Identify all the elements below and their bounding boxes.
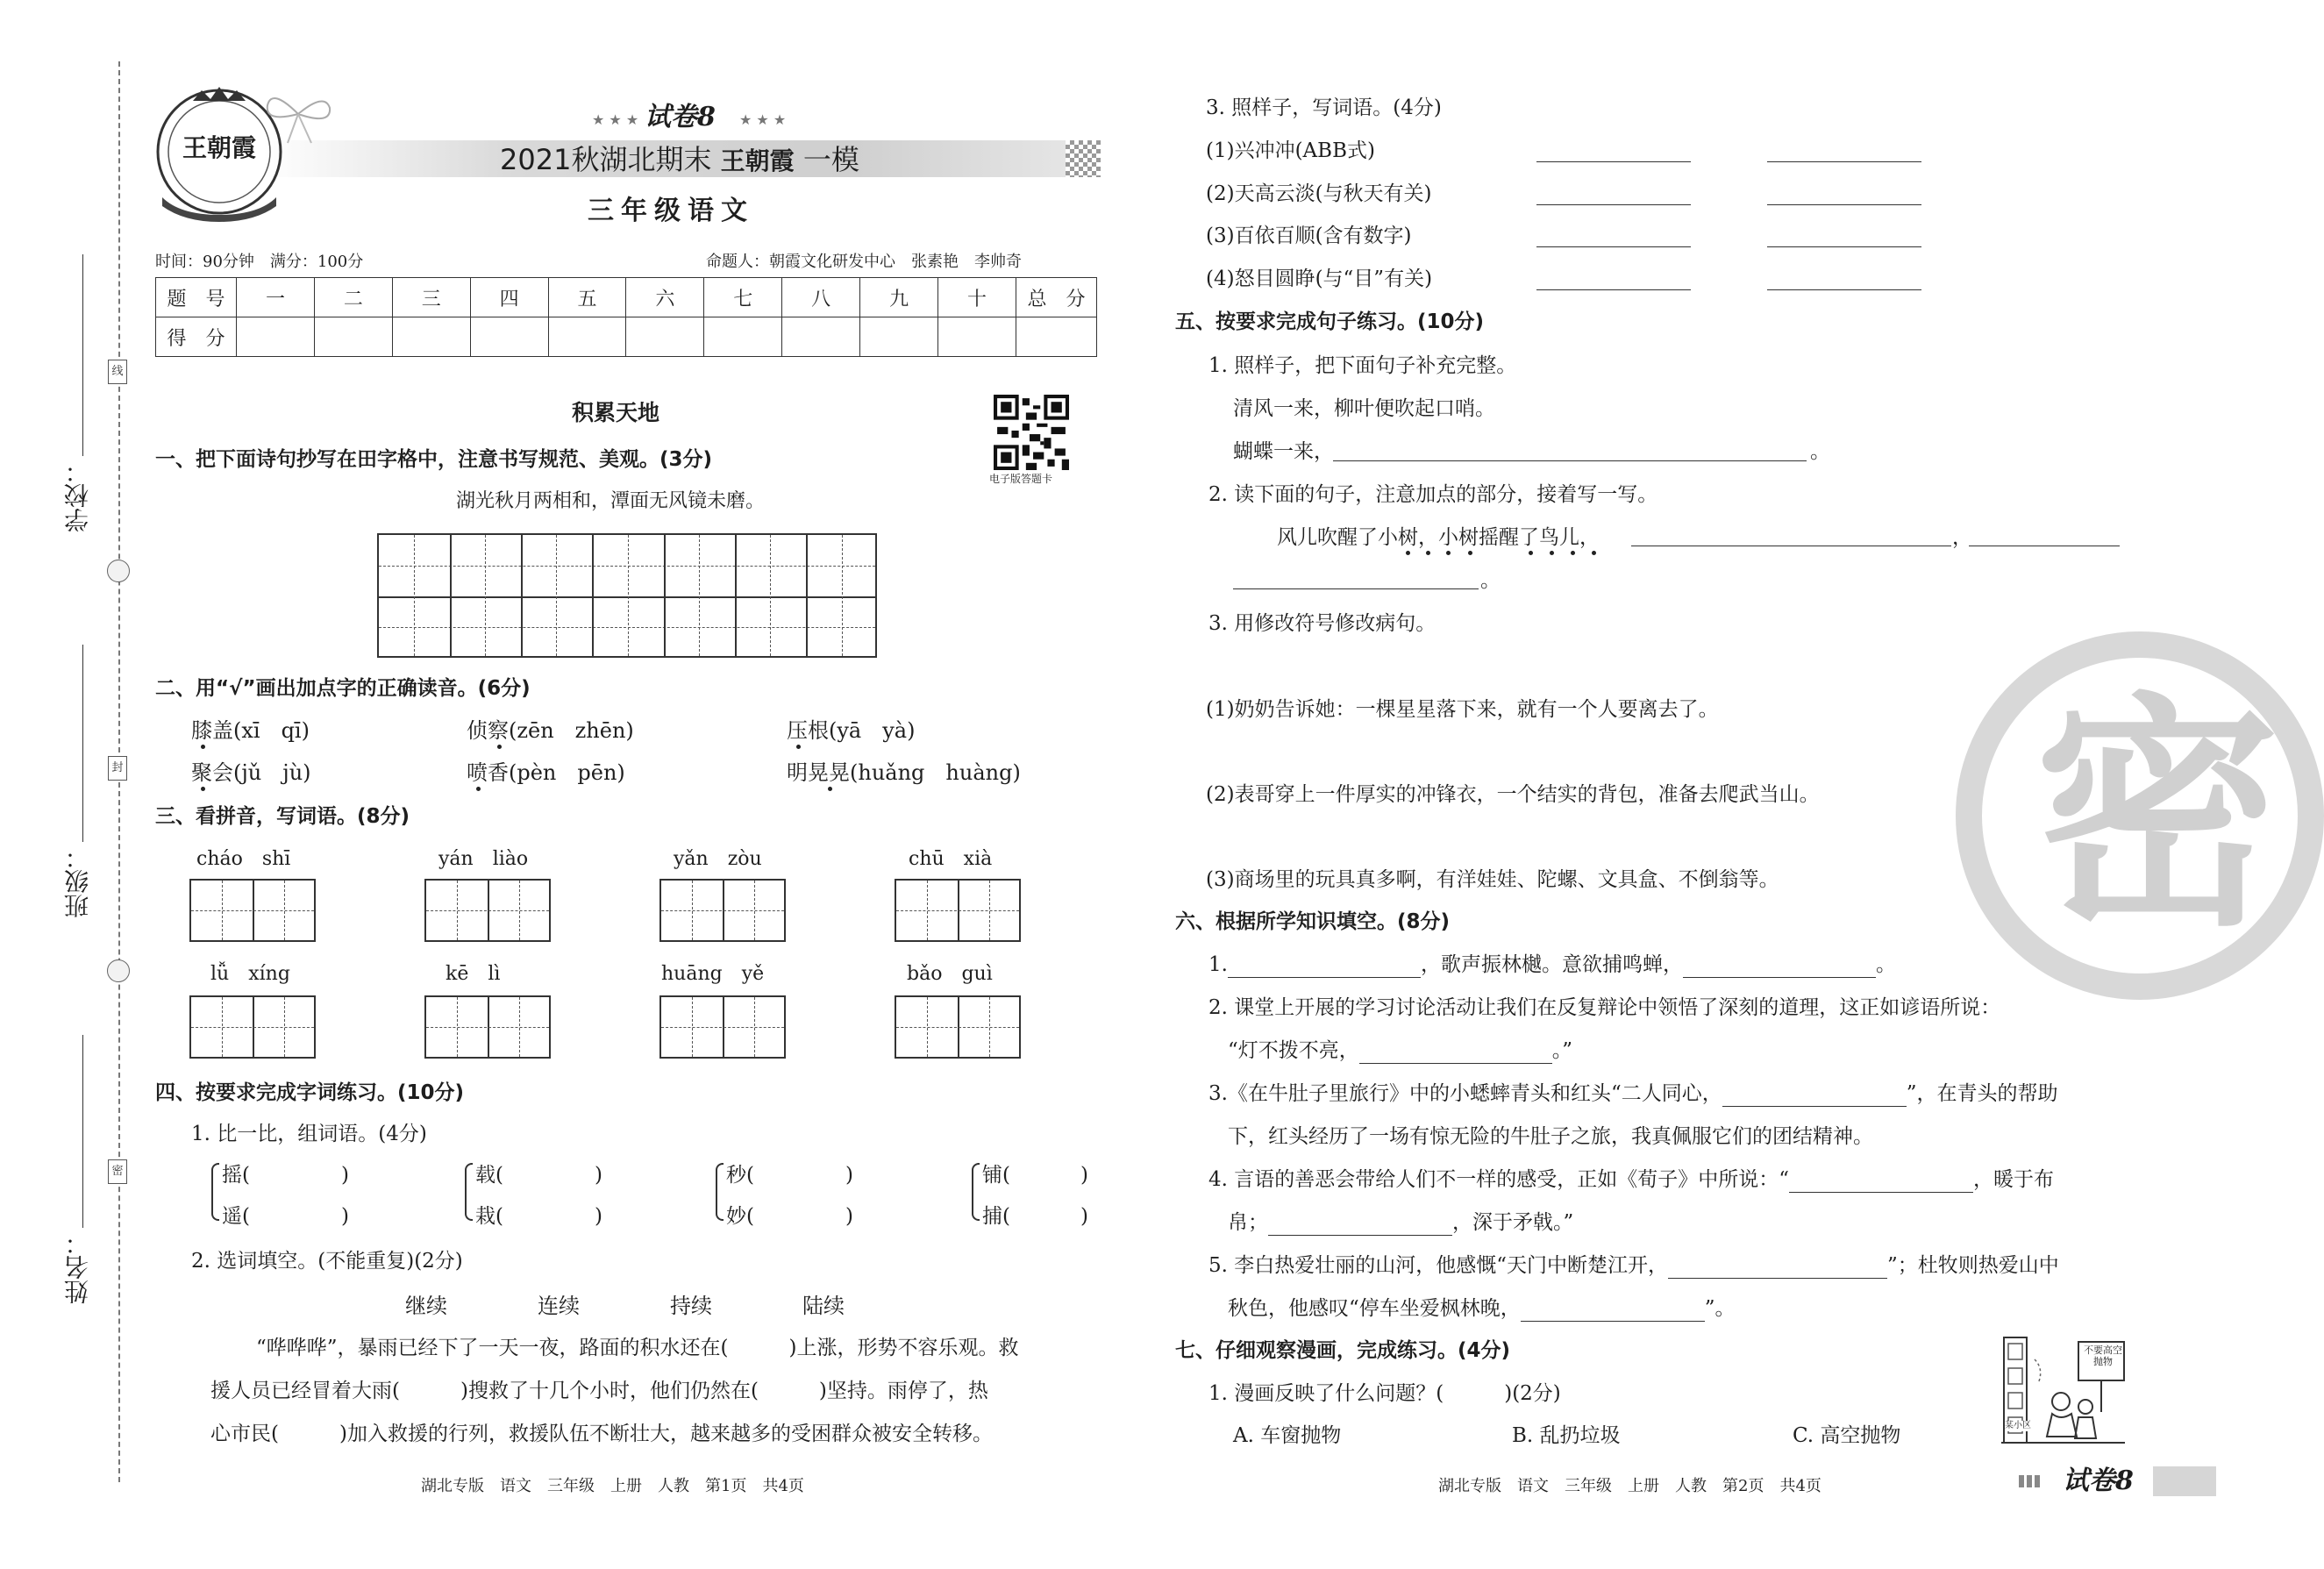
q7-option-a[interactable]: A. 车窗抛物 xyxy=(1233,1424,1342,1447)
q4-pair-4b[interactable]: 捕( ) xyxy=(982,1205,1088,1228)
q4-3-item-1: (1)兴冲冲(ABB式) xyxy=(1206,139,1375,162)
q7-1-title[interactable]: 1. 漫画反映了什么问题？( )(2分) xyxy=(1208,1382,1561,1405)
exam-title-prefix: 2021秋湖北期末 xyxy=(500,143,712,176)
q4-pair-2a[interactable]: 载( ) xyxy=(475,1164,602,1187)
q4-2-line-3[interactable]: 心市民( )加入救援的行列，救援队伍不断壮大，越来越多的受困群众被安全转移。 xyxy=(210,1423,993,1445)
q6-2-blank[interactable] xyxy=(1359,1041,1552,1064)
q7-option-b[interactable]: B. 乱扔垃圾 xyxy=(1512,1424,1621,1447)
q3-grid-7[interactable] xyxy=(659,995,786,1059)
score-cell-9: 九 xyxy=(860,278,938,317)
score-input-1[interactable] xyxy=(237,317,315,357)
q3-grid-5[interactable] xyxy=(189,995,316,1059)
q4-2-word-3: 持续 xyxy=(670,1294,712,1318)
q7-option-c[interactable]: C. 高空抛物 xyxy=(1793,1424,1901,1447)
cartoon-sign-text: 不要高空抛物 xyxy=(2084,1344,2122,1367)
q4-3-answer-2a[interactable] xyxy=(1536,204,1691,205)
q3-pinyin-3: yǎn zòu xyxy=(674,848,762,870)
q6-4-blank-b[interactable] xyxy=(1268,1213,1452,1236)
school-fill-line xyxy=(82,254,83,456)
q5-2-emphasis-dot xyxy=(1550,551,1554,555)
q6-4-blank-a[interactable] xyxy=(1789,1170,1973,1193)
q6-title: 六、根据所学知识填空。(8分) xyxy=(1175,910,1451,933)
q6-4-line-2[interactable]: 帛； ，深于矛戟。” xyxy=(1228,1211,1574,1234)
time-score: 时间：90分钟 满分：100分 xyxy=(155,253,364,271)
q5-3-item-3[interactable]: (3)商场里的玩具真多啊，有洋娃娃、陀螺、文具盒、不倒翁等。 xyxy=(1206,868,1779,891)
ribbon-bow-icon xyxy=(263,83,333,145)
subject-title: 三年级语文 xyxy=(588,196,754,226)
q2-emphasis-dot xyxy=(828,787,832,791)
q5-3-item-2[interactable]: (2)表哥穿上一件厚实的冲锋衣，一个结实的背包，准备去爬武当山。 xyxy=(1206,783,1820,806)
right-tag-squares xyxy=(2019,1475,2040,1487)
score-cell-10: 十 xyxy=(938,278,1016,317)
right-footer: 湖北专版 语文 三年级 上册 人教 第2页 共4页 xyxy=(1438,1477,1821,1495)
q4-3-answer-4b[interactable] xyxy=(1767,289,1921,290)
class-fill-line xyxy=(82,645,83,842)
q4-pair-1a[interactable]: 摇( ) xyxy=(222,1164,349,1187)
qr-code-icon xyxy=(994,395,1069,470)
q3-grid-3[interactable] xyxy=(659,879,786,942)
score-cell-2: 二 xyxy=(314,278,392,317)
score-input-4[interactable] xyxy=(470,317,548,357)
score-table-score-row xyxy=(156,317,1097,357)
score-input-10[interactable] xyxy=(938,317,1016,357)
q4-3-item-3: (3)百依百顺(含有数字) xyxy=(1206,225,1412,247)
q4-brace-2 xyxy=(465,1163,473,1221)
q6-5-blank-a[interactable] xyxy=(1668,1256,1887,1279)
q4-pair-4a[interactable]: 铺( ) xyxy=(982,1164,1088,1187)
score-cell-7: 七 xyxy=(704,278,782,317)
q4-pair-3b[interactable]: 妙( ) xyxy=(726,1205,853,1228)
q4-3-answer-2b[interactable] xyxy=(1767,204,1921,205)
q4-title: 四、按要求完成字词练习。(10分) xyxy=(155,1081,465,1104)
q5-1-title: 1. 照样子，把下面句子补充完整。 xyxy=(1208,354,1517,377)
q5-2-emphasis-dot xyxy=(1446,551,1451,555)
score-cell-5: 五 xyxy=(548,278,626,317)
class-label: 班级： xyxy=(63,845,92,918)
binding-hole-bottom xyxy=(107,959,130,982)
q2-emphasis-dot xyxy=(201,745,205,749)
brand-logo-text: 王朝霞 xyxy=(182,133,256,162)
section-title: 积累天地 xyxy=(572,400,660,425)
q5-2-emphasis-dot xyxy=(1529,551,1533,555)
q5-3-item-1[interactable]: (1)奶奶告诉她：一棵星星落下来，就有一个人要离去了。 xyxy=(1206,698,1719,721)
q1-writing-grid[interactable] xyxy=(377,533,877,658)
score-cell-8: 八 xyxy=(782,278,860,317)
q3-pinyin-2: yán liào xyxy=(438,848,529,870)
score-row-label: 得 分 xyxy=(156,317,237,357)
right-tag-bar xyxy=(2153,1466,2216,1496)
binding-mark-line: 线 xyxy=(108,360,127,384)
q4-3-answer-1b[interactable] xyxy=(1767,161,1921,162)
q2-emphasis-dot xyxy=(476,787,481,791)
q4-2-line-2[interactable]: 援人员已经冒着大雨( )搜救了十几个小时，他们仍然在( )坚持。雨停了，热 xyxy=(210,1380,988,1402)
q5-2-answer-c[interactable] xyxy=(1233,588,1479,589)
q6-3-line-1[interactable]: 3.《在牛肚子里旅行》中的小蟋蟀青头和红头“二人同心， ”，在青头的帮助 xyxy=(1208,1082,2058,1105)
q5-2-emphasis-dot xyxy=(1592,551,1596,555)
q6-2-line-1: 2. 课堂上开展的学习讨论活动让我们在反复辩论中领悟了深刻的道理，这正如谚语所说： xyxy=(1208,996,2001,1019)
q2-item-1[interactable]: 膝盖(xī qī) xyxy=(191,718,310,743)
q6-4-line-1[interactable]: 4. 言语的善恶会带给人们不一样的感受，正如《荀子》中所说：“ ，暖于布 xyxy=(1208,1168,2055,1191)
q4-1-title: 1. 比一比，组词语。(4分) xyxy=(191,1123,427,1145)
score-input-7[interactable] xyxy=(704,317,782,357)
q6-1[interactable]: 1. ，歌声振林樾。意欲捕鸣蝉， 。 xyxy=(1208,953,1896,976)
score-cell-1: 一 xyxy=(237,278,315,317)
q4-3-title: 3. 照样子，写词语。(4分) xyxy=(1206,96,1442,119)
paper-tag: 试卷8 xyxy=(645,102,716,132)
cartoon-label: 某小区 xyxy=(2005,1421,2031,1430)
q2-item-5[interactable]: 喷香(pèn pēn) xyxy=(467,760,625,785)
q5-3-title: 3. 用修改符号修改病句。 xyxy=(1208,612,1436,635)
q4-brace-3 xyxy=(716,1163,724,1221)
seal-watermark xyxy=(1956,631,2324,1000)
exam-title-brand: 王朝霞 xyxy=(720,146,795,175)
q3-pinyin-6: kē lì xyxy=(446,963,501,985)
q5-2-sentence: 风儿吹醒了小树，小树摇醒了鸟儿， xyxy=(1277,526,1600,549)
q3-grid-1[interactable] xyxy=(189,879,316,942)
q2-emphasis-dot xyxy=(201,787,205,791)
binding-mark-seal: 封 xyxy=(108,756,127,781)
q2-item-6[interactable]: 明晃晃(huǎng huàng) xyxy=(787,760,1021,785)
q3-grid-2[interactable] xyxy=(424,879,551,942)
q2-emphasis-dot xyxy=(497,745,502,749)
score-input-3[interactable] xyxy=(392,317,470,357)
q2-title: 二、用“√”画出加点字的正确读音。(6分) xyxy=(155,677,531,700)
exam-title xyxy=(500,142,859,179)
right-paper-tag: 试卷8 xyxy=(2063,1466,2134,1496)
q4-3-answer-3a[interactable] xyxy=(1536,246,1691,247)
binding-hole-top xyxy=(107,560,130,582)
q4-2-word-4: 陆续 xyxy=(802,1294,845,1318)
q6-3-line-2: 下，红头经历了一场有惊无险的牛肚子之旅，我真佩服它们的团结精神。 xyxy=(1228,1125,1873,1148)
header-ribbon-checker xyxy=(1066,140,1101,177)
score-table xyxy=(155,277,1097,357)
q4-brace-1 xyxy=(211,1163,219,1221)
q7-title: 七、仔细观察漫画，完成练习。(4分) xyxy=(1175,1339,1511,1362)
q5-1-answer[interactable] xyxy=(1333,460,1807,461)
seal-watermark-char: 密 xyxy=(2035,671,2280,959)
q3-grid-4[interactable] xyxy=(895,879,1021,942)
q3-grid-8[interactable] xyxy=(895,995,1021,1059)
q4-3-answer-1a[interactable] xyxy=(1536,161,1691,162)
q3-pinyin-1: cháo shī xyxy=(196,848,291,870)
q4-pair-2b[interactable]: 栽( ) xyxy=(475,1205,602,1228)
q4-2-word-1: 继续 xyxy=(405,1294,447,1318)
q3-grid-6[interactable] xyxy=(424,995,551,1059)
school-label: 学校： xyxy=(63,459,92,532)
q5-2-title: 2. 读下面的句子，注意加点的部分，接着写一写。 xyxy=(1208,483,1658,506)
q3-pinyin-5: lǚ xíng xyxy=(210,963,290,985)
paper-tag-stars: ★ ★ ★ xyxy=(592,111,639,128)
q6-1-blank-a[interactable] xyxy=(1228,955,1421,978)
q5-2-emphasis-dot xyxy=(1406,551,1410,555)
q6-3-blank[interactable] xyxy=(1722,1084,1907,1107)
q5-1-example: 清风一来，柳叶便吹起口哨。 xyxy=(1233,397,1495,420)
q3-pinyin-7: huāng yě xyxy=(661,963,765,985)
exam-title-suffix: 一模 xyxy=(802,143,859,176)
q6-5-blank-b[interactable] xyxy=(1521,1299,1705,1322)
score-input-9[interactable] xyxy=(860,317,938,357)
q2-emphasis-dot xyxy=(796,745,801,749)
q2-item-3[interactable]: 压根(yā yà) xyxy=(787,718,916,743)
score-input-total[interactable] xyxy=(1016,317,1097,357)
score-cell-total: 总 分 xyxy=(1016,278,1097,317)
q4-3-answer-3b[interactable] xyxy=(1767,246,1921,247)
qr-caption: 电子版答题卡 xyxy=(989,473,1053,485)
q4-2-word-2: 连续 xyxy=(538,1294,580,1318)
left-footer: 湖北专版 语文 三年级 上册 人教 第1页 共4页 xyxy=(421,1477,804,1495)
score-input-8[interactable] xyxy=(782,317,860,357)
q1-title: 一、把下面诗句抄写在田字格中，注意书写规范、美观。(3分) xyxy=(155,448,713,471)
q5-title: 五、按要求完成句子练习。(10分) xyxy=(1175,310,1485,333)
score-input-6[interactable] xyxy=(626,317,704,357)
q4-2-title: 2. 选词填空。(不能重复)(2分) xyxy=(191,1250,463,1273)
q4-pair-1b[interactable]: 遥( ) xyxy=(222,1205,349,1228)
score-input-5[interactable] xyxy=(548,317,626,357)
q6-5-line-1[interactable]: 5. 李白热爱壮丽的山河，他感慨“天门中断楚江开， ”；杜牧则热爱山中 xyxy=(1208,1254,2059,1277)
score-cell-3: 三 xyxy=(392,278,470,317)
name-label: 姓名： xyxy=(63,1230,92,1304)
score-cell-4: 四 xyxy=(470,278,548,317)
q5-2-end: 。 xyxy=(1480,569,1501,592)
q3-title: 三、看拼音，写词语。(8分) xyxy=(155,805,410,828)
q6-1-blank-b[interactable] xyxy=(1683,955,1876,978)
paper-tag-stars-right: ★ ★ ★ xyxy=(739,111,787,128)
score-cell-label: 题 号 xyxy=(156,278,237,317)
q6-5-line-2[interactable]: 秋色，他感叹“停车坐爱枫林晚， ”。 xyxy=(1228,1297,1736,1320)
q2-item-4[interactable]: 聚会(jǔ jù) xyxy=(191,760,311,785)
q5-2-emphasis-dot xyxy=(1426,551,1430,555)
q4-pair-3a[interactable]: 秒( ) xyxy=(726,1164,853,1187)
q4-3-item-2: (2)天高云淡(与秋天有关) xyxy=(1206,182,1432,205)
name-fill-line xyxy=(82,1035,83,1228)
q4-3-answer-4a[interactable] xyxy=(1536,289,1691,290)
q5-2-comma: ， xyxy=(1952,526,1972,549)
q4-2-line-1[interactable]: “哗哗哗”，暴雨已经下了一天一夜，路面的积水还在( )上涨，形势不容乐观。救 xyxy=(256,1337,1019,1359)
score-input-2[interactable] xyxy=(314,317,392,357)
binding-mark-dense: 密 xyxy=(108,1159,127,1184)
score-cell-6: 六 xyxy=(626,278,704,317)
q2-item-2[interactable]: 侦察(zēn zhēn) xyxy=(467,718,634,743)
score-table-header-row xyxy=(156,278,1097,317)
q5-2-emphasis-dot xyxy=(1571,551,1575,555)
authors: 命题人：朝霞文化研发中心 张素艳 李帅奇 xyxy=(706,253,1022,271)
q3-pinyin-8: bǎo guì xyxy=(907,963,993,985)
q6-2-line-2[interactable]: “灯不拨不亮， 。” xyxy=(1228,1039,1573,1062)
q5-2-emphasis-dot xyxy=(1468,551,1472,555)
q4-brace-4 xyxy=(972,1163,980,1221)
q5-1-end: 。 xyxy=(1810,440,1830,463)
q5-1-prompt: 蝴蝶一来， xyxy=(1233,440,1334,463)
q4-3-item-4: (4)怒目圆睁(与“目”有关) xyxy=(1206,267,1433,290)
q1-poem: 湖光秋月两相和，潭面无风镜未磨。 xyxy=(456,490,766,512)
q3-pinyin-4: chū xià xyxy=(909,848,993,870)
